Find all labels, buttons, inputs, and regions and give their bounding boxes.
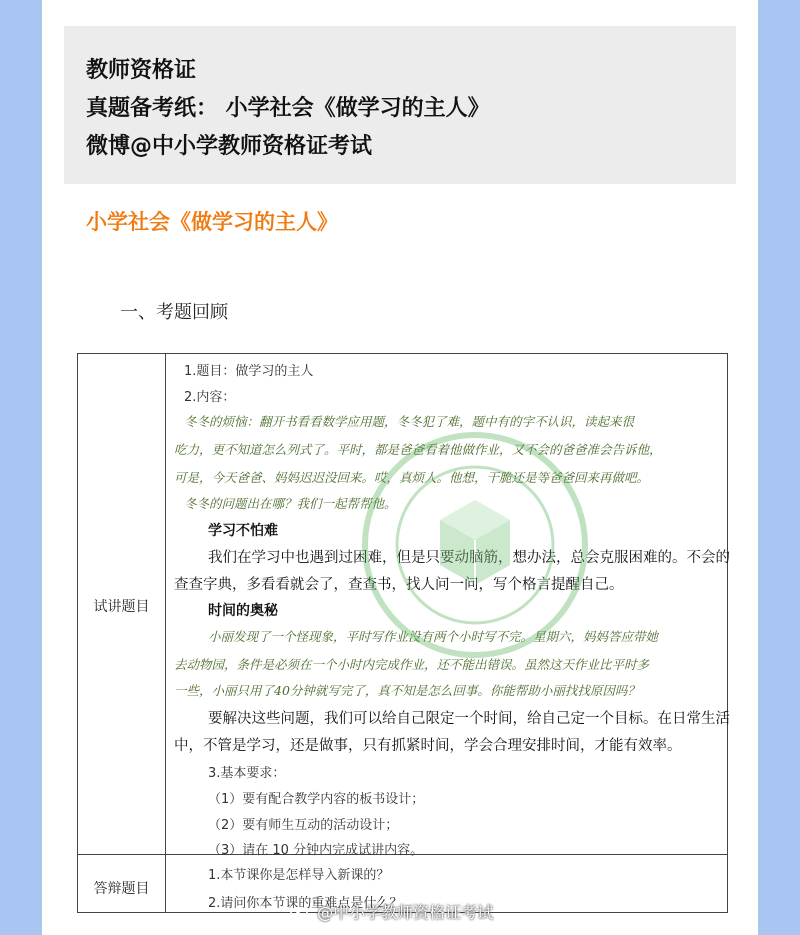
content-line: 我们在学习中也遇到过困难，但是只要动脑筋，想办法，总会克服困难的。不会的 xyxy=(208,550,730,566)
row-label-lecture: 试讲题目 xyxy=(93,599,150,615)
content-line: （3）请在 10 分钟内完成试讲内容。 xyxy=(208,843,424,858)
content-line: 查查字典，多看看就会了，查查书，找人问一问，写个格言提醒自己。 xyxy=(174,577,624,593)
document-title: 小学社会《做学习的主人》 xyxy=(86,210,338,234)
question-table xyxy=(77,353,728,913)
weibo-icon xyxy=(290,905,310,919)
content-line: 要解决这些问题，我们可以给自己限定一个时间，给自己定一个目标。在日常生活 xyxy=(208,711,730,727)
header-line-3: 微博@中小学教师资格证考试 xyxy=(86,134,373,159)
answer-line: 2.请问你本节课的重难点是什么？ xyxy=(208,896,403,911)
section-heading: 一、考题回顾 xyxy=(120,302,228,323)
content-line: 冬冬的问题出在哪？我们一起帮帮他。 xyxy=(184,496,397,511)
content-line: 一些，小丽只用了40分钟就写完了，真不知是怎么回事。你能帮助小丽找找原因吗？ xyxy=(174,683,640,698)
weibo-watermark xyxy=(290,900,493,923)
content-line: 吃力，更不知道怎么列式了。平时，都是爸爸看着他做作业，又不会的爸爸准会告诉他， xyxy=(174,442,662,457)
table-column-divider xyxy=(165,354,166,912)
content-line: 1.题目：做学习的主人 xyxy=(184,364,314,379)
content-line: 去动物园，条件是必须在一个小时内完成作业，还不能出错误。虽然这天作业比平时多 xyxy=(174,657,650,672)
content-line: 小丽发现了一个怪现象，平时写作业没有两个小时写不完。星期六，妈妈答应带她 xyxy=(208,629,659,644)
content-line: 可是，今天爸爸、妈妈迟迟没回来。哎，真烦人。他想，干脆还是等爸爸回来再做吧。 xyxy=(174,470,650,485)
header-line-2: 真题备考纸： 小学社会《做学习的主人》 xyxy=(86,96,490,121)
header-box xyxy=(64,26,736,184)
document-page xyxy=(42,0,758,935)
row-label-defense: 答辩题目 xyxy=(93,881,150,897)
content-line: 中，不管是学习，还是做事，只有抓紧时间，学会合理安排时间，才能有效率。 xyxy=(174,738,682,754)
weibo-handle: @中小学教师资格证考试 xyxy=(317,903,494,922)
content-line: （2）要有师生互动的活动设计； xyxy=(208,818,399,833)
content-line: 2.内容： xyxy=(184,390,236,405)
content-line: 冬冬的烦恼：翻开书看看数学应用题，冬冬犯了难，题中有的字不认识，读起来很 xyxy=(184,414,635,429)
subheading-study-difficulty: 学习不怕难 xyxy=(208,523,278,539)
content-line: （1）要有配合教学内容的板书设计； xyxy=(208,792,425,807)
header-line-1: 教师资格证 xyxy=(86,58,197,83)
subheading-time-secret: 时间的奥秘 xyxy=(208,603,278,619)
content-line: 3.基本要求： xyxy=(208,766,286,781)
answer-line: 1.本节课你是怎样导入新课的？ xyxy=(208,868,390,883)
